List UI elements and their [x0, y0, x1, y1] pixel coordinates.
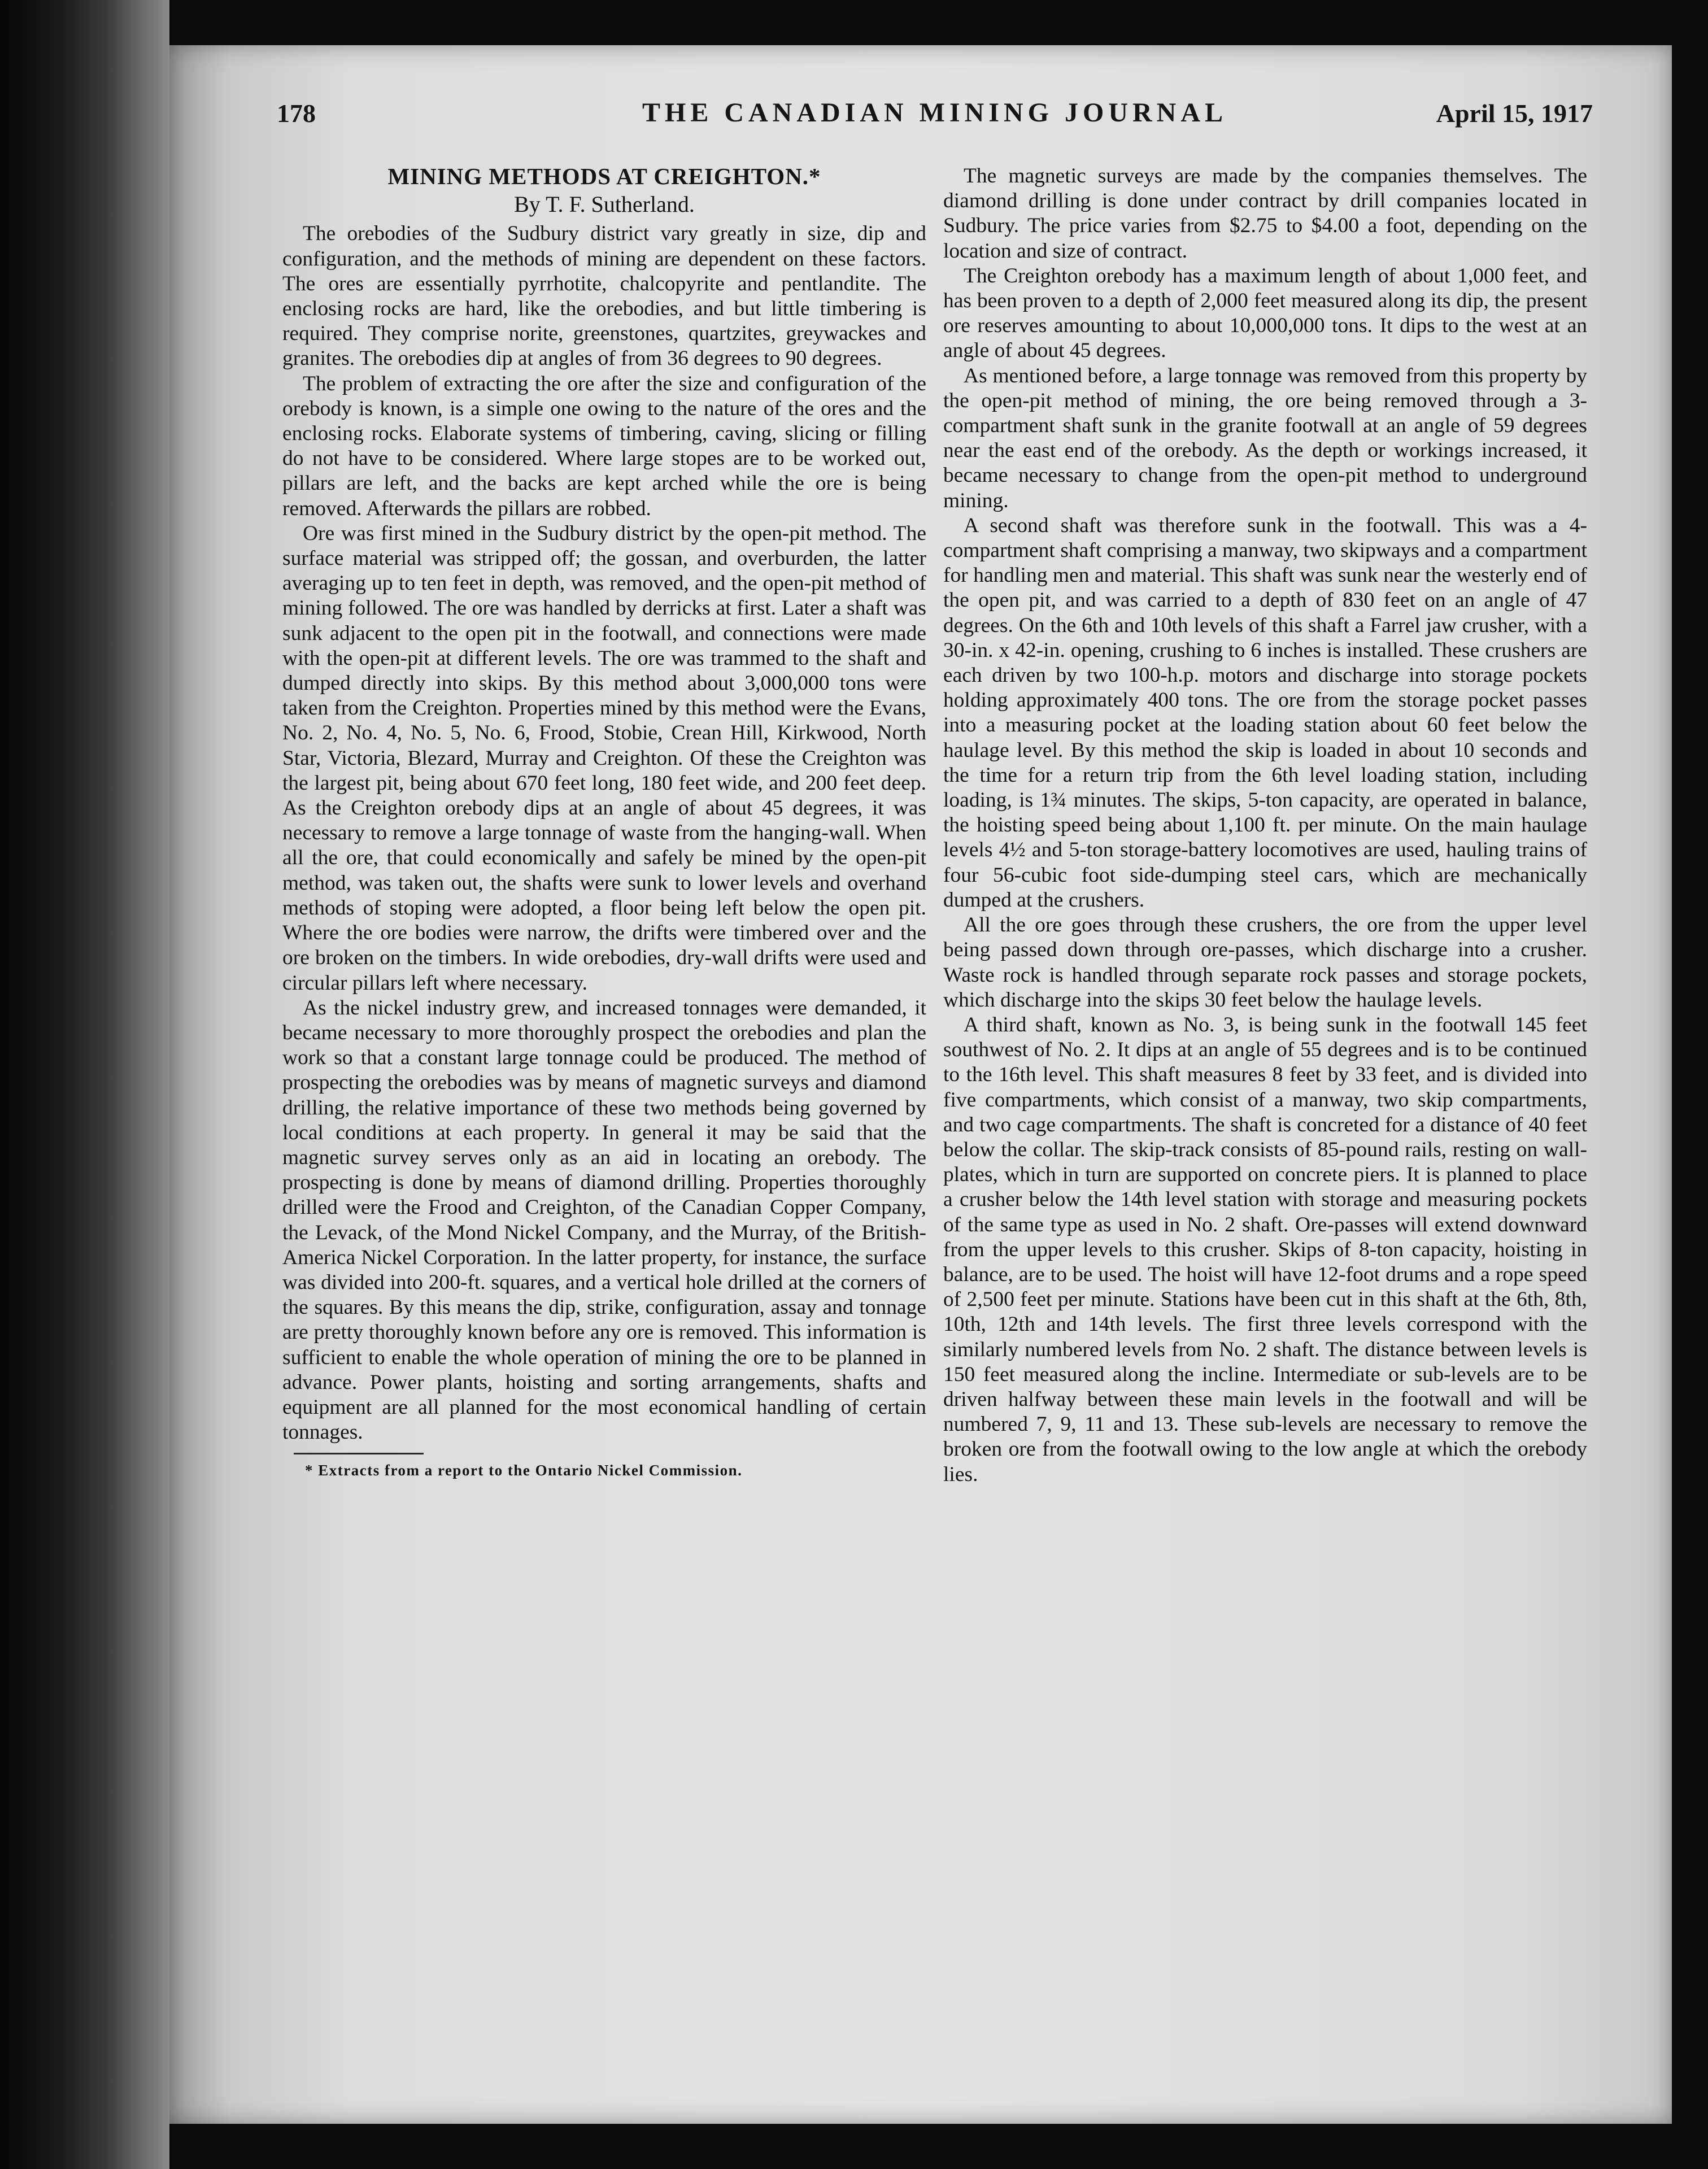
footnote-rule	[294, 1453, 424, 1454]
journal-page	[169, 45, 1672, 2124]
paragraph: As the nickel industry grew, and increased tonnages were demanded, it became necessary to more thoroughly prospect the orebodies and plan the work so that a constant large tonnage could be produced. The method of prospecting the orebodies was by means of magnetic surveys and diamond drilling, the relative importance of these two methods being governed by local conditions at each property. In general it may be said that the magnetic survey serves only as an aid in locating an orebody. The prospecting is done by means of diamond drilling. Properties thoroughly drilled were the Frood and Creighton, of the Canadian Copper Company, the Levack, of the Mond Nickel Company, and the Murray, of the British-America Nickel Corporation. In the latter property, for instance, the surface was divided into 200-ft. squares, and a vertical hole drilled at the corners of the squares. By this means the dip, strike, configuration, assay and tonnage are pretty thoroughly known before any ore is removed. This information is sufficient to enable the whole operation of mining the ore to be planned in advance. Power plants, hoisting and sorting arrangements, shafts and equipment are all planned for the most economical handling of certain tonnages.	[282, 996, 926, 1444]
paragraph: The orebodies of the Sudbury district vary greatly in size, dip and configuration, and the methods of mining are dependent on these factors. The ores are essentially pyrrhotite, chalcopyrite and pentlandite. The enclosing rocks are hard, like the orebodies, and but little timbering is required. They comprise norite, greenstones, quartzites, greywackes and granites. The orebodies dip at angles of from 36 degrees to 90 degrees.	[282, 222, 926, 371]
paragraph: All the ore goes through these crushers, the ore from the upper level being passed down through ore-passes, which discharge into a crusher. Waste rock is handled through separate rock passes and storage pockets, which discharge into the skips 30 feet below the haulage levels.	[943, 913, 1587, 1012]
paragraph: Ore was first mined in the Sudbury district by the open-pit method. The surface material was stripped off; the gossan, and overburden, the latter averaging up to ten feet in depth, was removed, and the open-pit method of mining followed. The ore was handled by derricks at first. Later a shaft was sunk adjacent to the open pit in the footwall, and connections were made with the open-pit at different levels. The ore was trammed to the shaft and dumped directly into skips. By this method about 3,000,000 tons were taken from the Creighton. Properties mined by this method were the Evans, No. 2, No. 4, No. 5, No. 6, Frood, Stobie, Crean Hill, Kirkwood, North Star, Victoria, Blezard, Murray and Creighton. Of these the Creighton was the largest pit, being about 670 feet long, 180 feet wide, and 200 feet deep. As the Creighton orebody dips at an angle of about 45 degrees, it was necessary to remove a large tonnage of waste from the hanging-wall. When all the ore, that could economically and safely be mined by the open-pit method, was taken out, the shafts were sunk to lower levels and overhand methods of stoping were adopted, a floor being left below the open pit. Where the ore bodies were narrow, the drifts were timbered over and the ore broken on the timbers. In wide orebodies, dry-wall drifts were used and circular pillars left where necessary.	[282, 521, 926, 995]
article-byline: By T. F. Sutherland.	[514, 191, 695, 217]
left-column	[282, 164, 926, 1483]
journal-title: THE CANADIAN MINING JOURNAL	[642, 98, 1228, 128]
paragraph: The magnetic surveys are made by the companies themselves. The diamond drilling is done under contract by drill companies located in Sudbury. The price varies from $2.75 to $4.00 a foot, depending on the location and size of contract.	[943, 164, 1587, 263]
footnote: * Extracts from a report to the Ontario Nickel Commission.	[305, 1462, 743, 1479]
paragraph: The problem of extracting the ore after the size and configuration of the orebody is known, is a simple one owing to the nature of the ores and the enclosing rocks. Elaborate systems of timbering, caving, slicing or filling do not have to be considered. Where large stopes are to be worked out, pillars are left, and the backs are kept arched while the ore is being removed. Afterwards the pillars are robbed.	[282, 372, 926, 520]
paragraph: The Creighton orebody has a maximum length of about 1,000 feet, and has been proven to a depth of 2,000 feet measured along its dip, the present ore reserves amounting to about 10,000,000 tons. It dips to the west at an angle of about 45 degrees.	[943, 264, 1587, 363]
paragraph: A third shaft, known as No. 3, is being sunk in the footwall 145 feet southwest of No. 2. It dips at an angle of 55 degrees and is to be continued to the 16th level. This shaft measures 8 feet by 33 feet, and is divided into five compartments, which consist of a manway, two skip compartments, and two cage compartments. The shaft is concreted for a distance of 40 feet below the collar. The skip-track consists of 85-pound rails, resting on wall-plates, which in turn are supported on concrete piers. It is planned to place a crusher below the 14th level station with storage and measuring pockets of the same type as used in No. 2 shaft. Ore-passes will extend downward from the upper levels to this crusher. Skips of 8-ton capacity, hoisting in balance, are to be used. The hoist will have 12-foot drums and a rope speed of 2,500 feet per minute. Stations have been cut in this shaft at the 6th, 8th, 10th, 12th and 14th levels. The first three levels correspond with the similarly numbered levels from No. 2 shaft. The distance between levels is 150 feet measured along the incline. Intermediate or sub-levels are to be driven halfway between these main levels in the footwall and will be numbered 7, 9, 11 and 13. These sub-levels are necessary to remove the broken ore from the footwall owing to the low angle at which the orebody lies.	[943, 1013, 1587, 1486]
article-title: MINING METHODS AT CREIGHTON.*	[387, 163, 821, 189]
paragraph: A second shaft was therefore sunk in the footwall. This was a 4-compartment shaft comprising a manway, two skipways and a compartment for handling men and material. This shaft was sunk near the westerly end of the open pit, and was carried to a depth of 830 feet on an angle of 47 degrees. On the 6th and 10th levels of this shaft a Farrel jaw crusher, with a 30-in. x 42-in. opening, crushing to 6 inches is installed. These crushers are each driven by two 100-h.p. motors and discharge into storage pockets holding approximately 400 tons. The ore from the storage pocket passes into a measuring pocket at the loading station about 60 feet below the haulage level. By this method the skip is loaded in about 10 seconds and the time for a return trip from the 6th level loading station, including loading, is 1¾ minutes. The skips, 5-ton capacity, are operated in balance, the hoisting speed being about 1,100 ft. per minute. On the main haulage levels 4½ and 5-ton storage-battery locomotives are used, hauling trains of four 56-cubic foot side-dumping steel cars, which are mechanically dumped at the crushers.	[943, 513, 1587, 912]
running-head	[277, 93, 1593, 138]
issue-date: April 15, 1917	[1436, 99, 1593, 128]
right-column	[943, 164, 1587, 1487]
paragraph: As mentioned before, a large tonnage was removed from this property by the open-pit method of mining, the ore being removed through a 3-compartment shaft sunk in the granite footwall at an angle of 59 degrees near the east end of the orebody. As the depth or workings increased, it became necessary to change from the open-pit method to underground mining.	[943, 364, 1587, 512]
page-number: 178	[277, 99, 316, 128]
book-spine	[0, 0, 169, 2169]
